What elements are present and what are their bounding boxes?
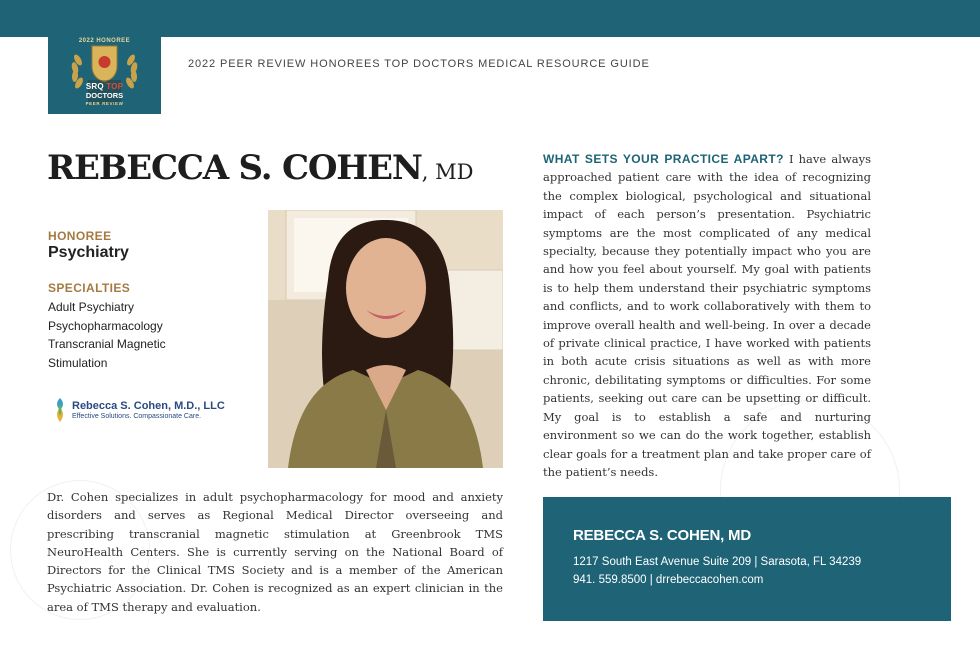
badge-brand-srq: SRQ bbox=[85, 82, 104, 91]
doctor-name-text: REBECCA S. COHEN bbox=[47, 148, 422, 188]
practice-logo bbox=[52, 396, 225, 424]
specialty-item: Stimulation bbox=[48, 355, 108, 370]
top-doctors-badge bbox=[48, 30, 161, 114]
badge-year-label: 2022 HONOREE bbox=[78, 38, 131, 44]
specialties-label: SPECIALTIES bbox=[48, 281, 131, 295]
practice-question: WHAT SETS YOUR PRACTICE APART? bbox=[543, 152, 784, 166]
doctor-bio: Dr. Cohen specializes in adult psychopharmacology for mood and anxiety disorders and serves as Regional Medical Director overseeing and prescribing transcranial magnetic stimulation at Greenbrook TMS NeuroHealth Centers. She is currently serving on the National Board of Directors for the Clinical TMS Society and is a member of the American Psychiatric Association. Dr. Cohen is recognized as an expert clinician in the area of TMS therapy and evaluation. bbox=[47, 490, 503, 614]
doctor-name bbox=[47, 148, 473, 188]
contact-name: REBECCA S. COHEN, MD bbox=[573, 527, 751, 544]
specialty-item: Adult Psychiatry bbox=[48, 300, 135, 314]
practice-section bbox=[543, 150, 871, 481]
badge-peer-review: PEER REVIEW bbox=[85, 101, 124, 106]
honoree-value: Psychiatry bbox=[48, 244, 129, 261]
guide-title: 2022 PEER REVIEW HONOREES TOP DOCTORS MEDICAL RESOURCE GUIDE bbox=[188, 58, 650, 70]
contact-phone-website: 941. 559.8500 | drrebeccacohen.com bbox=[573, 574, 764, 586]
specialty-item: Transcranial Magnetic bbox=[48, 337, 166, 351]
specialty-item: Psychopharmacology bbox=[48, 318, 163, 333]
contact-address: 1217 South East Avenue Suite 209 | Sarasota, FL 34239 bbox=[573, 556, 862, 568]
portrait-image bbox=[268, 210, 503, 468]
badge-brand bbox=[48, 83, 161, 91]
badge-brand-top: TOP bbox=[106, 82, 124, 91]
logo-name: Rebecca S. Cohen, M.D., LLC bbox=[72, 400, 225, 412]
logo-text bbox=[72, 400, 225, 420]
practice-answer: I have always approached patient care with the idea of recognizing the complex biological, psychological and situational impact of each person’s presentation. Psychiatric symptoms are the most complicated of any medical specialty, because they potentially impact who you are and how you feel about yourself. My goal with patients is to help them understand their psychiatric symptoms and conflicts, and to work collaboratively with them to improve overall health and well-being. In over a decade of private clinical practice, I have worked with patients in both acute crisis situations as well as with more chronic, debilitating symptoms or difficulties. For some patients, seeking out care can be upsetting or difficult. My goal is to establish a safe and nurturing environment so we can do the work together, establish clear goals for a treatment plan and take proper care of the patient’s needs. bbox=[543, 152, 871, 479]
leaf-logo-icon bbox=[52, 396, 68, 424]
specialties-list bbox=[48, 298, 166, 372]
doctor-portrait-photo bbox=[268, 210, 503, 468]
badge-doctors: DOCTORS bbox=[85, 91, 124, 100]
honoree-label: HONOREE bbox=[48, 229, 112, 243]
doctor-suffix: , MD bbox=[421, 160, 474, 184]
logo-tagline: Effective Solutions. Compassionate Care. bbox=[72, 413, 202, 420]
contact-box bbox=[543, 497, 951, 621]
